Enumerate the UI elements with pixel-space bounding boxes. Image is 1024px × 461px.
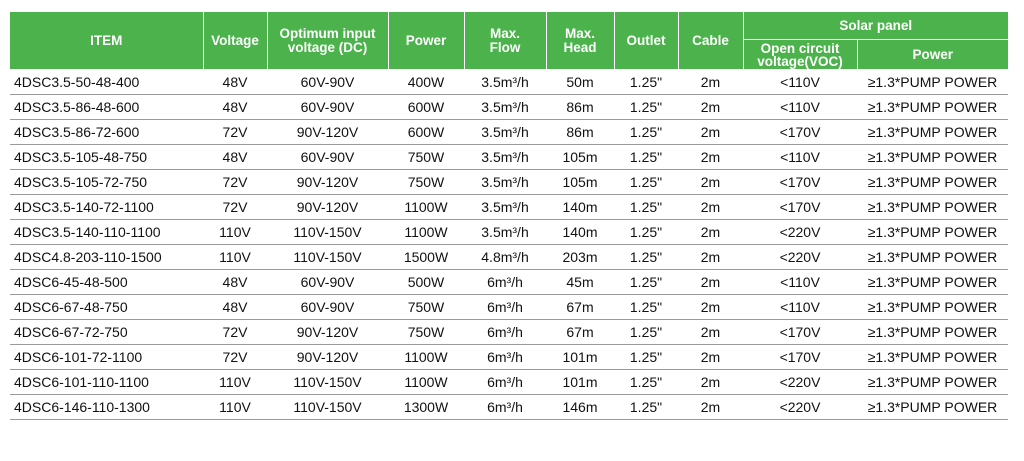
cell-max-flow: 6m³/h	[464, 345, 546, 370]
cell-max-flow: 6m³/h	[464, 320, 546, 345]
table-header	[10, 12, 1008, 70]
cell-open-circuit-voltage: <110V	[743, 95, 857, 120]
cell-cable: 2m	[678, 95, 743, 120]
cell-outlet: 1.25"	[614, 320, 678, 345]
cell-max-flow: 3.5m³/h	[464, 95, 546, 120]
cell-cable: 2m	[678, 320, 743, 345]
cell-max-flow: 3.5m³/h	[464, 195, 546, 220]
cell-max-head: 140m	[546, 220, 614, 245]
cell-max-head: 203m	[546, 245, 614, 270]
cell-cable: 2m	[678, 195, 743, 220]
header-voc-line1: Open circuit	[760, 40, 840, 56]
header-max-flow	[464, 12, 546, 70]
cell-power: 1500W	[388, 245, 464, 270]
cell-item: 4DSC6-101-72-1100	[10, 345, 203, 370]
cell-max-flow: 3.5m³/h	[464, 70, 546, 95]
cell-item: 4DSC3.5-105-72-750	[10, 170, 203, 195]
cell-open-circuit-voltage: <220V	[743, 245, 857, 270]
table-row	[10, 270, 1008, 295]
cell-item: 4DSC6-101-110-1100	[10, 370, 203, 395]
cell-cable: 2m	[678, 120, 743, 145]
cell-power: 1300W	[388, 395, 464, 420]
cell-optimum-input-voltage: 90V-120V	[267, 320, 388, 345]
table-row	[10, 70, 1008, 95]
cell-outlet: 1.25"	[614, 245, 678, 270]
table-row	[10, 295, 1008, 320]
cell-max-flow: 4.8m³/h	[464, 245, 546, 270]
cell-optimum-input-voltage: 90V-120V	[267, 345, 388, 370]
cell-outlet: 1.25"	[614, 345, 678, 370]
cell-voltage: 110V	[203, 220, 267, 245]
cell-optimum-input-voltage: 110V-150V	[267, 220, 388, 245]
cell-solar-power: ≥1.3*PUMP POWER	[857, 220, 1008, 245]
cell-outlet: 1.25"	[614, 120, 678, 145]
cell-solar-power: ≥1.3*PUMP POWER	[857, 345, 1008, 370]
header-voltage: Voltage	[203, 12, 267, 70]
table-row	[10, 170, 1008, 195]
cell-optimum-input-voltage: 60V-90V	[267, 295, 388, 320]
cell-item: 4DSC6-146-110-1300	[10, 395, 203, 420]
cell-solar-power: ≥1.3*PUMP POWER	[857, 245, 1008, 270]
cell-cable: 2m	[678, 345, 743, 370]
cell-max-head: 86m	[546, 120, 614, 145]
pump-spec-table	[10, 12, 1008, 420]
cell-item: 4DSC6-67-72-750	[10, 320, 203, 345]
cell-max-flow: 6m³/h	[464, 395, 546, 420]
cell-cable: 2m	[678, 145, 743, 170]
cell-max-head: 101m	[546, 345, 614, 370]
header-open-circuit-voltage	[743, 40, 857, 70]
cell-solar-power: ≥1.3*PUMP POWER	[857, 395, 1008, 420]
cell-voltage: 48V	[203, 70, 267, 95]
cell-power: 1100W	[388, 220, 464, 245]
header-power: Power	[388, 12, 464, 70]
cell-max-head: 67m	[546, 320, 614, 345]
cell-open-circuit-voltage: <170V	[743, 120, 857, 145]
cell-max-head: 50m	[546, 70, 614, 95]
cell-voltage: 110V	[203, 395, 267, 420]
cell-open-circuit-voltage: <110V	[743, 70, 857, 95]
cell-cable: 2m	[678, 70, 743, 95]
cell-voltage: 110V	[203, 370, 267, 395]
cell-item: 4DSC3.5-105-48-750	[10, 145, 203, 170]
cell-cable: 2m	[678, 170, 743, 195]
cell-power: 1100W	[388, 195, 464, 220]
cell-solar-power: ≥1.3*PUMP POWER	[857, 145, 1008, 170]
cell-outlet: 1.25"	[614, 145, 678, 170]
cell-power: 750W	[388, 295, 464, 320]
cell-max-head: 67m	[546, 295, 614, 320]
cell-open-circuit-voltage: <110V	[743, 145, 857, 170]
cell-optimum-input-voltage: 110V-150V	[267, 370, 388, 395]
cell-voltage: 72V	[203, 195, 267, 220]
cell-cable: 2m	[678, 220, 743, 245]
cell-power: 600W	[388, 95, 464, 120]
cell-voltage: 72V	[203, 320, 267, 345]
table-row	[10, 195, 1008, 220]
cell-open-circuit-voltage: <220V	[743, 395, 857, 420]
table-row	[10, 95, 1008, 120]
spec-table-container	[10, 12, 1008, 420]
header-optimum-input-voltage	[267, 12, 388, 70]
cell-outlet: 1.25"	[614, 295, 678, 320]
cell-item: 4DSC3.5-140-110-1100	[10, 220, 203, 245]
cell-voltage: 72V	[203, 170, 267, 195]
header-cable: Cable	[678, 12, 743, 70]
cell-optimum-input-voltage: 110V-150V	[267, 245, 388, 270]
header-optimum-line2: voltage (DC)	[287, 39, 368, 55]
cell-max-flow: 6m³/h	[464, 295, 546, 320]
cell-solar-power: ≥1.3*PUMP POWER	[857, 295, 1008, 320]
cell-open-circuit-voltage: <110V	[743, 270, 857, 295]
cell-optimum-input-voltage: 90V-120V	[267, 170, 388, 195]
cell-max-head: 45m	[546, 270, 614, 295]
cell-max-flow: 6m³/h	[464, 370, 546, 395]
cell-max-head: 140m	[546, 195, 614, 220]
header-solar-power: Power	[857, 40, 1008, 70]
cell-optimum-input-voltage: 60V-90V	[267, 95, 388, 120]
cell-max-head: 105m	[546, 170, 614, 195]
cell-voltage: 72V	[203, 345, 267, 370]
cell-cable: 2m	[678, 295, 743, 320]
cell-cable: 2m	[678, 370, 743, 395]
cell-max-flow: 3.5m³/h	[464, 120, 546, 145]
cell-optimum-input-voltage: 60V-90V	[267, 270, 388, 295]
table-row	[10, 145, 1008, 170]
header-flow-line2: Flow	[489, 39, 521, 55]
cell-solar-power: ≥1.3*PUMP POWER	[857, 170, 1008, 195]
cell-voltage: 48V	[203, 95, 267, 120]
cell-solar-power: ≥1.3*PUMP POWER	[857, 95, 1008, 120]
cell-power: 600W	[388, 120, 464, 145]
table-row	[10, 320, 1008, 345]
cell-open-circuit-voltage: <170V	[743, 170, 857, 195]
header-head-line1: Max.	[564, 25, 595, 41]
cell-power: 750W	[388, 320, 464, 345]
cell-item: 4DSC6-45-48-500	[10, 270, 203, 295]
cell-outlet: 1.25"	[614, 370, 678, 395]
cell-cable: 2m	[678, 395, 743, 420]
header-solar-panel: Solar panel	[743, 12, 1008, 40]
cell-item: 4DSC3.5-50-48-400	[10, 70, 203, 95]
cell-outlet: 1.25"	[614, 395, 678, 420]
cell-voltage: 48V	[203, 145, 267, 170]
cell-optimum-input-voltage: 90V-120V	[267, 195, 388, 220]
cell-power: 750W	[388, 145, 464, 170]
cell-item: 4DSC3.5-86-72-600	[10, 120, 203, 145]
table-row	[10, 345, 1008, 370]
cell-item: 4DSC3.5-86-48-600	[10, 95, 203, 120]
cell-item: 4DSC6-67-48-750	[10, 295, 203, 320]
header-optimum-line1: Optimum input	[279, 25, 376, 41]
cell-outlet: 1.25"	[614, 170, 678, 195]
cell-cable: 2m	[678, 270, 743, 295]
cell-power: 1100W	[388, 370, 464, 395]
table-body	[10, 70, 1008, 420]
cell-solar-power: ≥1.3*PUMP POWER	[857, 320, 1008, 345]
cell-open-circuit-voltage: <170V	[743, 345, 857, 370]
cell-voltage: 110V	[203, 245, 267, 270]
cell-voltage: 48V	[203, 295, 267, 320]
cell-max-flow: 6m³/h	[464, 270, 546, 295]
cell-max-flow: 3.5m³/h	[464, 145, 546, 170]
cell-outlet: 1.25"	[614, 70, 678, 95]
table-row	[10, 120, 1008, 145]
table-row	[10, 220, 1008, 245]
cell-power: 500W	[388, 270, 464, 295]
cell-solar-power: ≥1.3*PUMP POWER	[857, 370, 1008, 395]
table-row	[10, 395, 1008, 420]
table-row	[10, 370, 1008, 395]
cell-power: 400W	[388, 70, 464, 95]
header-flow-line1: Max.	[489, 25, 520, 41]
cell-open-circuit-voltage: <110V	[743, 295, 857, 320]
cell-item: 4DSC3.5-140-72-1100	[10, 195, 203, 220]
cell-max-flow: 3.5m³/h	[464, 220, 546, 245]
header-head-line2: Head	[563, 39, 597, 55]
cell-power: 750W	[388, 170, 464, 195]
cell-solar-power: ≥1.3*PUMP POWER	[857, 270, 1008, 295]
cell-max-head: 146m	[546, 395, 614, 420]
cell-solar-power: ≥1.3*PUMP POWER	[857, 70, 1008, 95]
cell-open-circuit-voltage: <170V	[743, 195, 857, 220]
cell-solar-power: ≥1.3*PUMP POWER	[857, 195, 1008, 220]
cell-outlet: 1.25"	[614, 195, 678, 220]
cell-optimum-input-voltage: 60V-90V	[267, 145, 388, 170]
cell-max-head: 105m	[546, 145, 614, 170]
header-outlet: Outlet	[614, 12, 678, 70]
cell-cable: 2m	[678, 245, 743, 270]
cell-max-flow: 3.5m³/h	[464, 170, 546, 195]
header-max-head	[546, 12, 614, 70]
cell-optimum-input-voltage: 60V-90V	[267, 70, 388, 95]
cell-power: 1100W	[388, 345, 464, 370]
header-voc-line2: voltage(VOC)	[757, 53, 843, 69]
cell-outlet: 1.25"	[614, 270, 678, 295]
cell-open-circuit-voltage: <170V	[743, 320, 857, 345]
cell-voltage: 72V	[203, 120, 267, 145]
cell-outlet: 1.25"	[614, 220, 678, 245]
cell-max-head: 86m	[546, 95, 614, 120]
cell-optimum-input-voltage: 110V-150V	[267, 395, 388, 420]
cell-voltage: 48V	[203, 270, 267, 295]
cell-open-circuit-voltage: <220V	[743, 220, 857, 245]
table-row	[10, 245, 1008, 270]
header-item: ITEM	[10, 12, 203, 70]
cell-item: 4DSC4.8-203-110-1500	[10, 245, 203, 270]
cell-optimum-input-voltage: 90V-120V	[267, 120, 388, 145]
cell-solar-power: ≥1.3*PUMP POWER	[857, 120, 1008, 145]
cell-outlet: 1.25"	[614, 95, 678, 120]
cell-max-head: 101m	[546, 370, 614, 395]
cell-open-circuit-voltage: <220V	[743, 370, 857, 395]
